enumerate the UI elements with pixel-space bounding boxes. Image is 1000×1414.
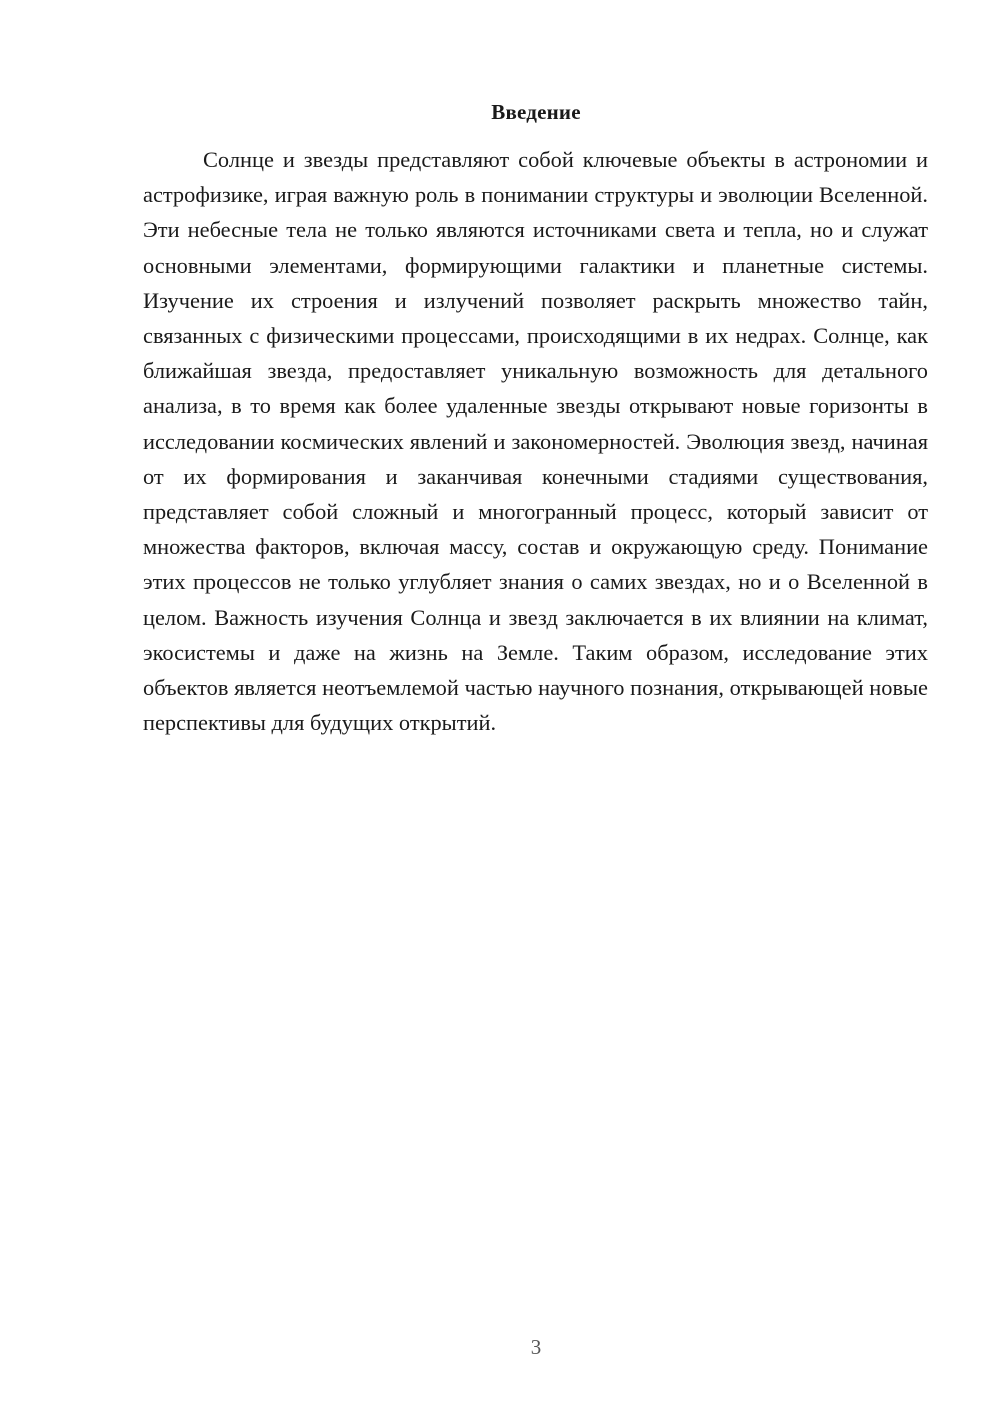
body-paragraph: Солнце и звезды представляют собой ключевые объекты в астрономии и астрофизике, играя важную роль в понимании структуры и эволюции Вселенной. Эти небесные тела не только являются источниками света и тепла, но и служат основными элементами, формирующими галактики и планетные системы. Изучение их строения и излучений позволяет раскрыть множество тайн, связанных с физическими процессами, происходящими в их недрах. Солнце, как ближайшая звезда, предоставляет уникальную возможность для детального анализа, в то время как более удаленные звезды открывают новые горизонты в исследовании космических явлений и закономерностей. Эволюция звезд, начиная от их формирования и заканчивая конечными стадиями существования, представляет собой сложный и многогранный процесс, который зависит от множества факторов, включая массу, состав и окружающую среду. Понимание этих процессов не только углубляет знания о самих звездах, но и о Вселенной в целом. Важность изучения Солнца и звезд заключается в их влиянии на климат, экосистемы и даже на жизнь на Земле. Таким образом, исследование этих объектов является неотъемлемой частью научного познания, открывающей новые перспективы для будущих открытий. bbox=[143, 147, 928, 736]
section-title: Введение bbox=[491, 100, 581, 124]
page-number: 3 bbox=[530, 1335, 542, 1359]
